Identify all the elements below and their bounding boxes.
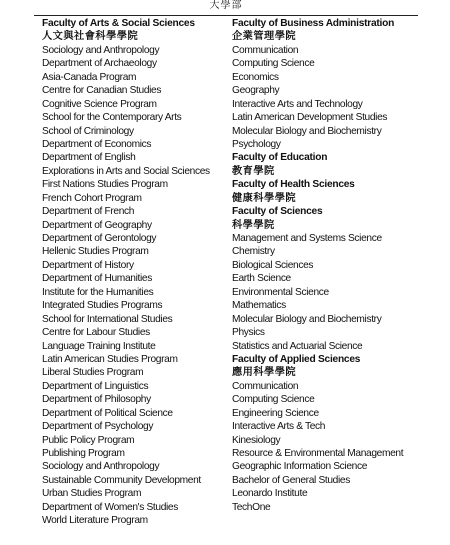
program-item: TechOne [232, 501, 271, 513]
program-item: Department of French [42, 206, 135, 218]
program-item: Computing Science [232, 58, 315, 70]
program-item: School of Criminology [42, 125, 134, 137]
program-item: Geographic Information Science [232, 461, 368, 473]
program-item: First Nations Studies Program [42, 179, 168, 191]
program-item: Earth Science [232, 273, 291, 285]
program-item: Sociology and Anthropology [42, 44, 160, 56]
faculty-chinese-name: 人文與社會科學學院 [42, 31, 139, 43]
faculty-chinese-name: 科學學院 [232, 219, 275, 231]
faculty-heading: Faculty of Business Administration [232, 18, 395, 29]
program-item: Molecular Biology and Biochemistry [232, 125, 382, 137]
program-item: Sociology and Anthropology [42, 461, 160, 473]
program-item: Interactive Arts and Technology [232, 98, 363, 110]
program-item: Hellenic Studies Program [42, 246, 149, 258]
program-item: Mathematics [232, 300, 286, 312]
program-item: Public Policy Program [42, 434, 135, 446]
program-item: Department of Humanities [42, 273, 152, 285]
program-item: Asia-Canada Program [42, 71, 137, 83]
faculty-chinese-name: 教育學院 [232, 165, 275, 177]
program-item: Urban Studies Program [42, 488, 142, 500]
program-item: Department of Linguistics [42, 380, 149, 392]
program-item: Management and Systems Science [232, 233, 382, 244]
program-item: Department of History [42, 259, 134, 271]
program-item: Sustainable Community Development [42, 474, 201, 486]
program-item: Centre for Labour Studies [42, 327, 150, 339]
right-column [232, 17, 432, 514]
program-item: Department of Women's Studies [42, 501, 178, 513]
program-item: Interactive Arts & Tech [232, 421, 326, 433]
program-item: Publishing Program [42, 448, 125, 459]
faculty-heading: Faculty of Education [232, 152, 328, 164]
program-item: Latin American Development Studies [232, 112, 388, 124]
faculty-chinese-name: 健康科學學院 [232, 192, 297, 204]
page-header [34, 0, 418, 16]
faculty-chinese-name: 應用科學學院 [232, 367, 297, 379]
program-item: Bachelor of General Studies [232, 474, 350, 486]
program-item: Explorations in Arts and Social Sciences [42, 165, 210, 177]
program-item: Physics [232, 327, 265, 339]
program-item: Department of Psychology [42, 421, 154, 433]
program-item: Department of English [42, 152, 136, 164]
program-item: Biological Sciences [232, 259, 314, 271]
program-item: Molecular Biology and Biochemistry [232, 313, 382, 325]
program-item: Department of Geography [42, 219, 152, 231]
program-item: Chemistry [232, 246, 275, 258]
program-item: Department of Gerontology [42, 233, 157, 244]
program-item: Centre for Canadian Studies [42, 85, 162, 97]
program-item: Institute for the Humanities [42, 286, 154, 298]
program-item: Resource & Environmental Management [232, 448, 404, 459]
program-item: Communication [232, 44, 299, 56]
program-item: Psychology [232, 138, 281, 150]
left-column [42, 17, 228, 528]
program-item: Computing Science [232, 394, 315, 406]
program-item: Environmental Science [232, 286, 329, 298]
program-item: Department of Political Science [42, 407, 173, 419]
faculty-heading: Faculty of Sciences [232, 206, 323, 218]
program-item: Leonardo Institute [232, 488, 308, 500]
program-item: Latin American Studies Program [42, 353, 178, 365]
program-item: Economics [232, 71, 279, 83]
page-title: 大學部 [209, 0, 243, 11]
faculty-heading: Faculty of Applied Sciences [232, 353, 361, 365]
program-item: Department of Archaeology [42, 58, 157, 70]
faculty-heading: Faculty of Health Sciences [232, 179, 355, 191]
program-item: Communication [232, 380, 299, 392]
program-item: French Cohort Program [42, 192, 142, 204]
program-item: Geography [232, 85, 280, 97]
program-item: Liberal Studies Program [42, 367, 144, 379]
program-item: Department of Economics [42, 138, 152, 150]
program-item: Integrated Studies Programs [42, 300, 163, 312]
program-item: School for the Contemporary Arts [42, 112, 182, 124]
faculty-heading: Faculty of Arts & Social Sciences [42, 18, 195, 29]
program-item: Cognitive Science Program [42, 98, 157, 110]
faculty-chinese-name: 企業管理學院 [232, 31, 297, 43]
program-item: World Literature Program [42, 515, 148, 527]
program-item: Statistics and Actuarial Science [232, 340, 363, 352]
program-item: Kinesiology [232, 434, 281, 446]
program-item: School for International Studies [42, 313, 173, 325]
program-item: Engineering Science [232, 407, 319, 419]
program-item: Department of Philosophy [42, 394, 151, 406]
program-item: Language Training Institute [42, 340, 156, 352]
